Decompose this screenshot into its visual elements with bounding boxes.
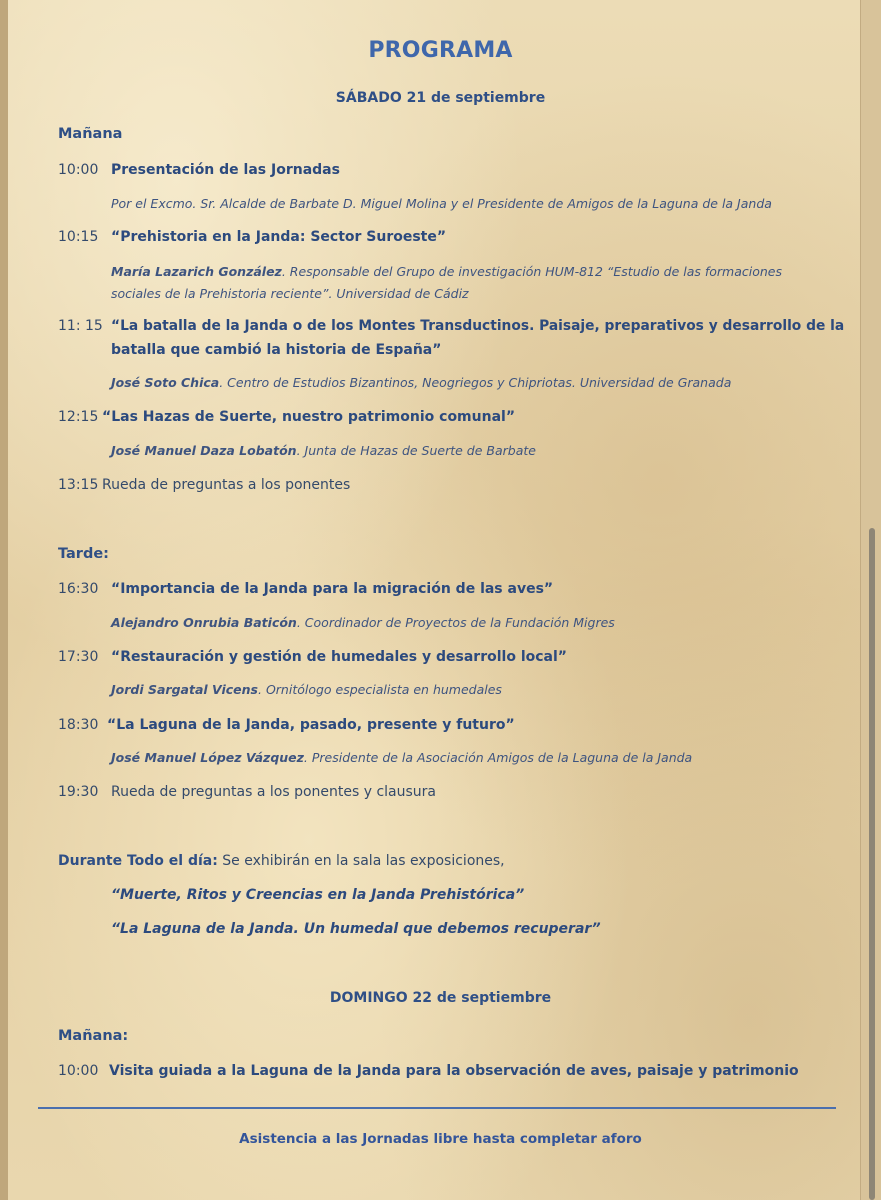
talk-detail (111, 443, 536, 458)
talk-detail (111, 682, 502, 697)
exhibition-title: “La Laguna de la Janda. Un humedal que debemos recuperar” (111, 921, 601, 937)
all-day-notice (58, 853, 505, 869)
speaker-affiliation: . Centro de Estudios Bizantinos, Neogriegos y Chipriotas. Universidad de Granada (219, 375, 732, 390)
talk-title: “La Laguna de la Janda, pasado, presente y futuro” (107, 717, 515, 733)
talk-time: 18:30 (58, 717, 99, 733)
talk-time: 10:00 (58, 162, 99, 178)
speaker-affiliation: . Responsable del Grupo de investigación HUM-812 “Estudio de las formaciones (281, 264, 783, 279)
speaker-affiliation: . Ornitólogo especialista en humedales (258, 682, 502, 697)
all-day-label: Durante Todo el día: (58, 853, 218, 869)
talk-time: 10:15 (58, 229, 99, 245)
scrollbar[interactable] (869, 528, 875, 1200)
talk-time: 10:00 (58, 1063, 99, 1079)
speaker-name: José Manuel Daza Lobatón (111, 443, 297, 458)
talk-title: Presentación de las Jornadas (111, 162, 340, 178)
sunday-heading: DOMINGO 22 de septiembre (329, 990, 552, 1006)
talk-title: “La batalla de la Janda o de los Montes Transductinos. Paisaje, preparativos y desarrollo de la (111, 318, 845, 334)
talk-time: 19:30 (58, 784, 99, 800)
talk-time: 16:30 (58, 581, 99, 597)
exhibition-title: “Muerte, Ritos y Creencias en la Janda Prehistórica” (111, 887, 525, 903)
talk-time: 11: 15 (58, 318, 103, 334)
talk-detail (111, 375, 731, 390)
speaker-name: Jordi Sargatal Vicens (111, 682, 258, 697)
talk-time: 17:30 (58, 649, 99, 665)
all-day-text: Se exhibirán en la sala las exposiciones, (217, 853, 505, 869)
talk-time: 13:15 (58, 477, 99, 493)
sunday-morning-label: Mañana: (58, 1028, 129, 1044)
talk-detail (111, 750, 692, 765)
talk-detail (111, 615, 615, 630)
left-frame-edge (0, 0, 8, 1200)
saturday-morning-label: Mañana (58, 126, 123, 142)
talk-title: Rueda de preguntas a los ponentes y clausura (111, 784, 437, 800)
speaker-affiliation: . Junta de Hazas de Suerte de Barbate (296, 443, 536, 458)
speaker-name: María Lazarich González (111, 264, 282, 279)
saturday-afternoon-label: Tarde: (58, 546, 109, 562)
talk-title: “Importancia de la Janda para la migración de las aves” (111, 581, 554, 597)
speaker-affiliation: . Presidente de la Asociación Amigos de la Laguna de la Janda (303, 750, 693, 765)
talk-title: “Prehistoria en la Janda: Sector Suroeste” (111, 229, 447, 245)
talk-title: Visita guiada a la Laguna de la Janda para la observación de aves, paisaje y patrimonio (109, 1063, 799, 1079)
page-title: PROGRAMA (368, 38, 513, 63)
talk-detail: Por el Excmo. Sr. Alcalde de Barbate D. Miguel Molina y el Presidente de Amigos de la Laguna de la Janda (111, 196, 772, 211)
talk-title-continued: batalla que cambió la historia de España” (111, 342, 442, 358)
speaker-name: José Soto Chica (111, 375, 220, 390)
talk-time: 12:15 (58, 409, 99, 425)
footer-note: Asistencia a las Jornadas libre hasta completar aforo (239, 1131, 642, 1147)
speaker-name: Alejandro Onrubia Baticón (111, 615, 297, 630)
talk-detail-continued: sociales de la Prehistoria reciente”. Universidad de Cádiz (111, 286, 469, 301)
talk-title: “Restauración y gestión de humedales y desarrollo local” (111, 649, 567, 665)
divider (38, 1107, 836, 1109)
saturday-heading: SÁBADO 21 de septiembre (335, 90, 546, 106)
talk-title: Rueda de preguntas a los ponentes (102, 477, 351, 493)
speaker-affiliation: . Coordinador de Proyectos de la Fundación Migres (296, 615, 615, 630)
speaker-name: José Manuel López Vázquez (111, 750, 304, 765)
talk-title: “Las Hazas de Suerte, nuestro patrimonio comunal” (102, 409, 516, 425)
talk-detail (111, 264, 782, 279)
